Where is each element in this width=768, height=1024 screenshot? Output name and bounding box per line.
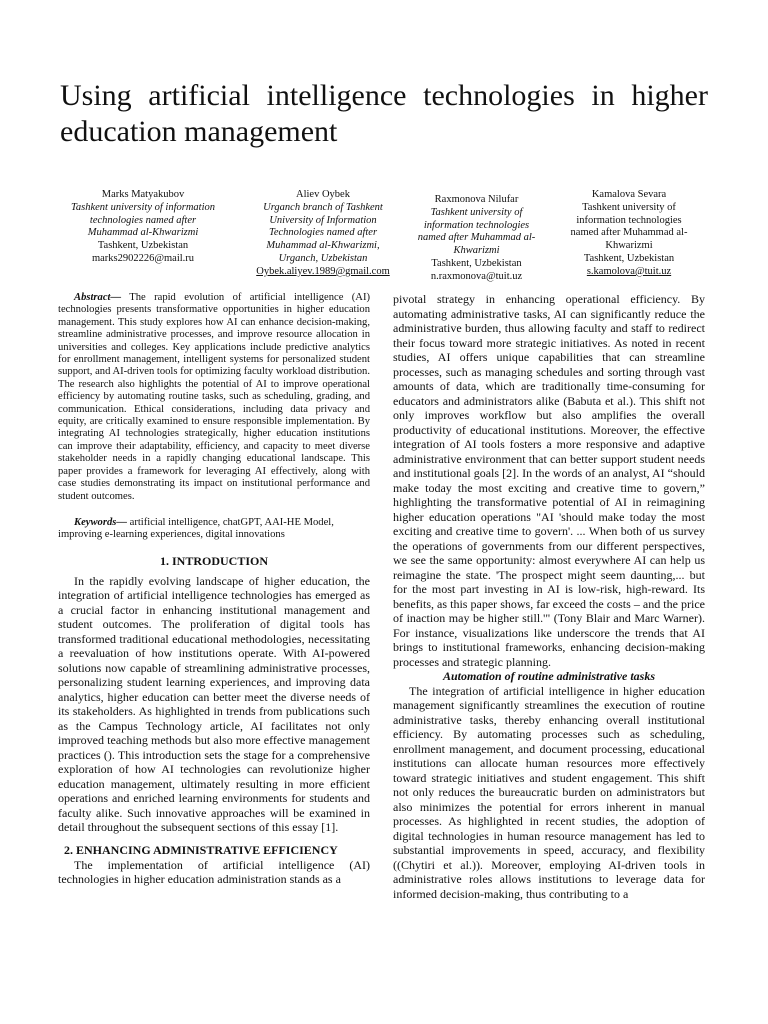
author-affiliation-line: information technologies (576, 214, 682, 226)
right-column-paragraph: pivotal strategy in enhancing operational efficiency. By automating administrative tasks, AI can significantly reduce the administrative burden, thus allowing faculty and staff to redirect their focus toward more strategic initiatives. As noted in recent studies, AI offers unique capabilities that can streamline processes, such as managing schedules and sorting through vast amounts of data, which are traditionally time-consuming for educators and administrators alike (Babuta et al.). This shift not only improves workflow but also amplifies the overall productivity of educational institutions. Moreover, the effective integration of AI tools fosters a more responsive and adaptive administrative environment that can better support student needs and institutional goals [2]. In the words of an analyst, AI “should make today the most exciting and creative time to govern,” highlighting the transformative potential of AI in reimagining higher education operations "AI 'should make today the most exciting and creative time to govern'. ... When both of us survey the operations of governments from our different perspectives, we see the same opportunity: almost everywhere AI can help us reimagine the state. 'The prospect might seem daunting,... but for the most part investing in AI is low-risk, high-reward. Its benefits, as this paper shows, far exceed the costs – and the price of inaction may be higher still.'" (Tony Blair and Marc Warner). For instance, visualizations like underscore the trends that AI brings to institutional frameworks, enhancing decision-making processes and strategic planning. (393, 292, 705, 669)
author-affiliation-line: named after Muhammad al- (417, 232, 536, 244)
keywords-text: artificial intelligence, chatGPT, AAI-HE Model, improving e-learning experiences, digital innovations (58, 516, 334, 541)
author-affiliation-line: Technologies named after (268, 227, 378, 239)
abstract-text: The rapid evolution of artificial intelligence (AI) technologies presents transformative opportunities in higher education management. This study explores how AI can enhance decision-making, streamline administrative processes, and improve resource allocation in universities and colleges. Key applications include predictive analytics for enrollment management, intelligent systems for personalized student support, and AI-driven tools for optimizing faculty workload distribution. The research also highlights the potential of AI to improve operational efficiency by automating routine tasks, such as scheduling, grading, and communication. Ethical considerations, including data privacy and equity, are critically examined to ensure responsible implementation. By integrating AI technologies strategically, higher education institutions can improve their adaptability, efficiency, and capacity to meet diverse stakeholder needs in a rapidly changing educational landscape. This paper provides a framework for leveraging AI effectively, along with case studies demonstrating its impact on institutional performance and student outcomes. (58, 292, 370, 502)
author-affiliation-line: University of Information (269, 214, 377, 226)
author-affiliation-line: Muhammad al-Khwarizmi, (266, 240, 380, 252)
abstract (58, 292, 370, 503)
author-affiliation-line: technologies named after (89, 214, 197, 226)
author-block-4 (548, 189, 710, 279)
automation-paragraph: The integration of artificial intelligence in higher education management significantly streamlines the execution of routine administrative tasks, thereby enhancing overall institutional efficiency. By automating processes such as scheduling, enrollment management, and document processing, educational institutions can allocate human resources more effectively toward strategic initiatives and student engagement. This shift not only reduces the bureaucratic burden on administrators but also minimizes the potential for errors inherent in manual processes. As highlighted in recent studies, the adoption of digital technologies in human resource management has led to substantial improvements in speed, accuracy, and flexibility ((Chytiri et al.)). Moreover, employing AI-driven tools in administrative roles allows institutions to leverage data for informed decision-making, thus contributing to a (393, 683, 705, 901)
section-heading-introduction: 1. INTRODUCTION (159, 553, 268, 568)
left-column (58, 292, 370, 887)
author-email-link[interactable]: s.kamolova@tuit.uz (586, 265, 672, 277)
author-affiliation-line: Tashkent university of (430, 206, 523, 218)
keywords-label: Keywords— (74, 516, 127, 528)
author-name: Marks Matyakubov (101, 189, 185, 200)
introduction-paragraph: In the rapidly evolving landscape of higher education, the integration of artificial intelligence technologies has emerged as a crucial factor in enhancing institutional management and student outcomes. The proliferation of digital tools has transformed traditional educational methodologies, necessitating a reevaluation of how institutions operate. With AI-powered solutions now capable of streamlining administrative processes, personalizing student learning experiences, and improving data analytics, higher education can better meet the diverse needs of its stakeholders. As highlighted in trends from publications such as the Campus Technology article, AI facilitates not only improved teaching methods but also more effective management practices (). This introduction sets the stage for a comprehensive exploration of how AI technologies can revolutionize higher education management, ultimately resulting in more efficient operations and enriched learning environments for students and faculty alike. Such innovative approaches will be examined in detail throughout the subsequent sections of this essay [1]. (58, 573, 370, 835)
subsection-heading-automation: Automation of routine administrative tasks (442, 669, 656, 683)
author-affiliation-line: information technologies (423, 219, 530, 231)
author-affiliation-line: named after Muhammad al- (570, 227, 688, 239)
author-name: Kamalova Sevara (591, 189, 667, 200)
author-block-2 (243, 189, 403, 279)
administrative-efficiency-paragraph: The implementation of artificial intelligence (AI) technologies in higher education administration stands as a (58, 857, 370, 887)
author-location: Tashkent, Uzbekistan (583, 252, 675, 264)
right-column (393, 292, 705, 901)
author-location: Tashkent, Uzbekistan (431, 257, 522, 269)
author-affiliation-line: Khwarizmi (453, 245, 500, 257)
author-block-3 (405, 194, 548, 284)
author-affiliation-line: Tashkent university of (582, 201, 676, 213)
author-affiliation-line: Muhammad al-Khwarizmi (87, 227, 199, 239)
keywords (58, 517, 370, 542)
author-email: n.raxmonova@tuit.uz (430, 270, 523, 282)
author-name: Aliev Oybek (296, 189, 350, 200)
abstract-label: Abstract— (74, 292, 122, 303)
author-location: Tashkent, Uzbekistan (97, 240, 189, 252)
author-block-1 (58, 189, 228, 266)
section-heading-administrative-efficiency: 2. ENHANCING ADMINISTRATIVE EFFICIENCY (64, 842, 338, 857)
author-affiliation-line: Tashkent university of information (71, 201, 215, 213)
author-affiliation-line: Urganch, Uzbekistan (278, 252, 368, 264)
author-email: marks2902226@mail.ru (91, 252, 195, 264)
paper-title: Using artificial intelligence technologies in higher education management (60, 79, 708, 148)
author-email-link[interactable]: Oybek.aliyev.1989@gmail.com (256, 265, 390, 277)
author-affiliation-line: Urganch branch of Tashkent (263, 201, 383, 213)
author-affiliation-line: Khwarizmi (605, 240, 653, 252)
author-name: Raxmonova Nilufar (434, 194, 519, 205)
